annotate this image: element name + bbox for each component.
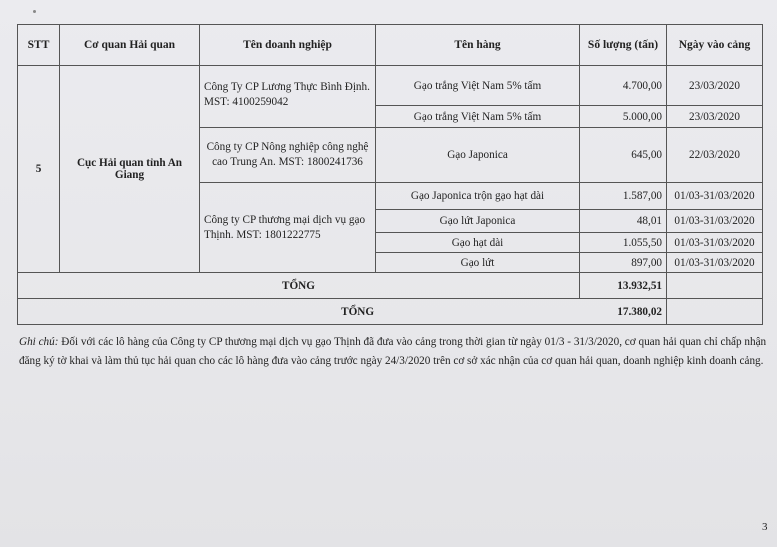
goods-cell: Gạo hạt dài — [376, 233, 580, 253]
subtotal-empty — [667, 273, 763, 299]
date-cell: 23/03/2020 — [667, 106, 763, 128]
date-cell: 01/03-31/03/2020 — [667, 210, 763, 233]
company-cell: Công Ty CP Lương Thực Bình Định. MST: 4100259042 — [200, 66, 376, 128]
total-empty — [667, 299, 763, 325]
date-cell: 22/03/2020 — [667, 128, 763, 183]
header-quantity: Số lượng (tấn) — [580, 25, 667, 66]
header-company: Tên doanh nghiệp — [200, 25, 376, 66]
quantity-cell: 645,00 — [580, 128, 667, 183]
goods-cell: Gạo Japonica trộn gạo hạt dài — [376, 183, 580, 210]
header-goods: Tên hàng — [376, 25, 580, 66]
stt-cell: 5 — [18, 66, 60, 273]
table-row — [18, 66, 763, 106]
footnote-text: Đối với các lô hàng của Công ty CP thương mại dịch vụ gạo Thịnh đã đưa vào cảng trong thời gian từ ngày 01/3 - 31/3/2020, cơ quan hải quan chỉ chấp nhận đăng ký tờ khai và làm thủ tục hải quan cho các lô hàng đưa vào cảng trước ngày 24/3/2020 trên cơ sở xác nhận của cơ quan hải quan, doanh nghiệp kinh doanh cảng. — [19, 336, 767, 367]
page-mark — [33, 10, 36, 13]
company-cell: Công ty CP thương mại dịch vụ gạo Thịnh. MST: 1801222775 — [200, 183, 376, 273]
total-label-text: TỔNG — [341, 305, 375, 318]
quantity-cell: 4.700,00 — [580, 66, 667, 106]
subtotal-value: 13.932,51 — [580, 273, 667, 299]
subtotal-row — [18, 273, 763, 299]
customs-table — [17, 24, 763, 325]
header-date: Ngày vào cảng — [667, 25, 763, 66]
date-cell: 01/03-31/03/2020 — [667, 233, 763, 253]
goods-cell: Gạo trắng Việt Nam 5% tấm — [376, 106, 580, 128]
subtotal-label: TỔNG — [18, 273, 580, 299]
quantity-cell: 1.055,50 — [580, 233, 667, 253]
date-cell: 01/03-31/03/2020 — [667, 253, 763, 273]
quantity-cell: 48,01 — [580, 210, 667, 233]
header-stt: STT — [18, 25, 60, 66]
goods-cell: Gạo lứt Japonica — [376, 210, 580, 233]
quantity-cell: 1.587,00 — [580, 183, 667, 210]
header-row — [18, 25, 763, 66]
quantity-cell: 897,00 — [580, 253, 667, 273]
total-label — [18, 299, 667, 325]
goods-cell: Gạo Japonica — [376, 128, 580, 183]
date-cell: 23/03/2020 — [667, 66, 763, 106]
footnote-label: Ghi chú: — [19, 336, 59, 348]
goods-cell: Gạo trắng Việt Nam 5% tấm — [376, 66, 580, 106]
date-cell: 01/03-31/03/2020 — [667, 183, 763, 210]
page-number: 3 — [762, 521, 768, 533]
header-agency: Cơ quan Hải quan — [60, 25, 200, 66]
footnote — [19, 333, 774, 371]
quantity-cell: 5.000,00 — [580, 106, 667, 128]
total-value: 17.380,02 — [617, 305, 662, 318]
company-cell: Công ty CP Nông nghiệp công nghệ cao Trung An. MST: 1800241736 — [200, 128, 376, 183]
agency-cell: Cục Hải quan tỉnh An Giang — [60, 66, 200, 273]
goods-cell: Gạo lứt — [376, 253, 580, 273]
total-row — [18, 299, 763, 325]
